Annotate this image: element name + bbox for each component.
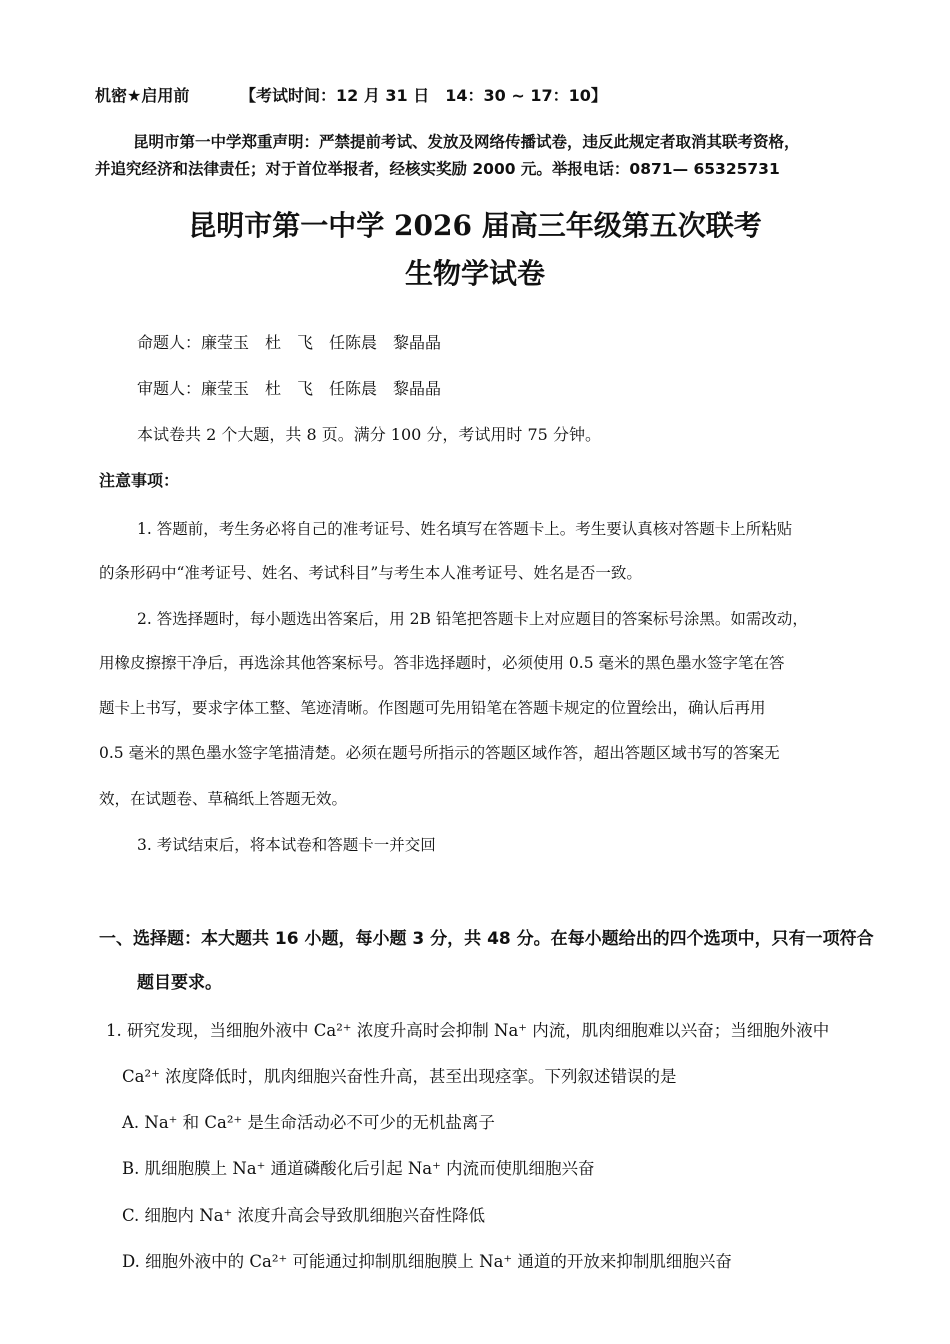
notice-item-2-line-1: 2. 答选择题时，每小题选出答案后，用 2B 铅笔把答题卡上对应题目的答案标号涂黑。如需改动，	[137, 610, 808, 628]
question-1-option-d: D. 细胞外液中的 Ca²⁺ 可能通过抑制肌细胞膜上 Na⁺ 通道的开放来抑制肌细胞兴奋	[122, 1252, 732, 1271]
notice-item-2-line-4: 0.5 毫米的黑色墨水签字笔描清楚。必须在题号所指示的答题区域作答，超出答题区域书写的答案无	[99, 744, 780, 762]
notice-item-3: 3. 考试结束后，将本试卷和答题卡一并交回	[137, 836, 436, 854]
notice-item-1-line-2: 的条形码中“准考证号、姓名、考试科目”与考生本人准考证号、姓名是否一致。	[99, 564, 642, 582]
section-1-heading-line-1: 一、选择题：本大题共 16 小题，每小题 3 分，共 48 分。在每小题给出的四个选项中，只有一项符合	[99, 929, 874, 949]
question-1-stem-line-1: 1. 研究发现，当细胞外液中 Ca²⁺ 浓度升高时会抑制 Na⁺ 内流，肌肉细胞难以兴奋；当细胞外液中	[106, 1021, 830, 1040]
notice-item-2-line-5: 效，在试题卷、草稿纸上答题无效。	[99, 790, 348, 808]
question-1-option-b: B. 肌细胞膜上 Na⁺ 通道磷酸化后引起 Na⁺ 内流而使肌细胞兴奋	[122, 1159, 595, 1178]
exam-info: 本试卷共 2 个大题，共 8 页。满分 100 分，考试用时 75 分钟。	[137, 425, 601, 444]
statement-line-2: 并追究经济和法律责任；对于首位举报者，经核实奖励 2000 元。举报电话：0871— 65325731	[95, 160, 780, 178]
notice-item-2-line-2: 用橡皮擦擦干净后，再选涂其他答案标号。答非选择题时，必须使用 0.5 毫米的黑色墨水签字笔在答	[99, 654, 785, 672]
question-1-option-a: A. Na⁺ 和 Ca²⁺ 是生命活动必不可少的无机盐离子	[122, 1113, 495, 1132]
setters-line: 命题人：廉莹玉 杜 飞 任陈晨 黎晶晶	[137, 333, 442, 352]
exam-time: 【考试时间：12 月 31 日 14：30 ~ 17：10】	[240, 86, 607, 105]
confidential-label: 机密★启用前	[95, 86, 190, 105]
section-1-heading-line-2: 题目要求。	[137, 973, 222, 993]
reviewers-line: 审题人：廉莹玉 杜 飞 任陈晨 黎晶晶	[137, 379, 442, 398]
question-1-option-c: C. 细胞内 Na⁺ 浓度升高会导致肌细胞兴奋性降低	[122, 1206, 485, 1225]
page-subtitle: 生物学试卷	[404, 257, 545, 290]
page-title: 昆明市第一中学 2026 届高三年级第五次联考	[188, 209, 762, 242]
notice-item-2-line-3: 题卡上书写，要求字体工整、笔迹清晰。作图题可先用铅笔在答题卡规定的位置绘出，确认后再用	[99, 699, 766, 717]
question-1-stem-line-2: Ca²⁺ 浓度降低时，肌肉细胞兴奋性升高，甚至出现痉挛。下列叙述错误的是	[122, 1067, 677, 1086]
notice-item-1-line-1: 1. 答题前，考生务必将自己的准考证号、姓名填写在答题卡上。考生要认真核对答题卡上所粘贴	[137, 520, 793, 538]
statement-line-1: 昆明市第一中学郑重声明：严禁提前考试、发放及网络传播试卷，违反此规定者取消其联考资格，	[133, 133, 800, 151]
notice-heading: 注意事项：	[99, 471, 180, 490]
